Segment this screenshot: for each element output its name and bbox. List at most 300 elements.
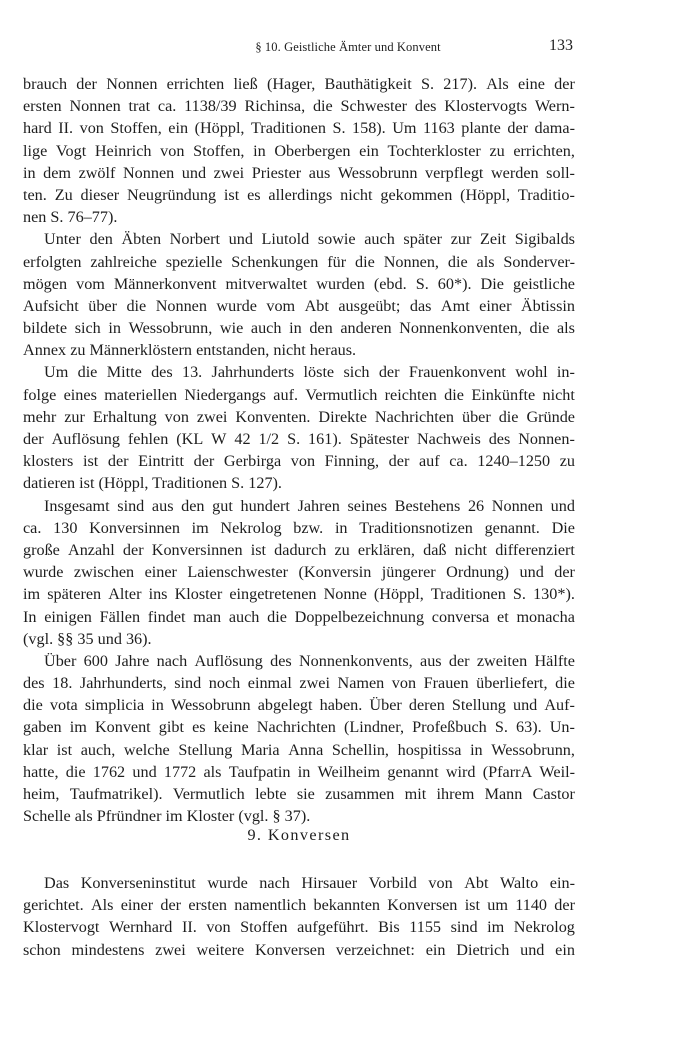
- word: verpflegt: [425, 163, 484, 182]
- text-line: [23, 295, 575, 317]
- body-text-block: [23, 73, 575, 827]
- word: Um: [392, 119, 417, 138]
- word: gibt: [158, 718, 184, 737]
- word: Taufpatin: [228, 762, 291, 781]
- word: in: [297, 762, 311, 781]
- word: heim,: [23, 785, 60, 803]
- word: Auf-: [544, 696, 575, 715]
- word: welche: [123, 740, 170, 759]
- text-line: [23, 472, 575, 494]
- word: (KL: [176, 430, 204, 448]
- word: der: [76, 75, 97, 93]
- word: bekannten: [313, 896, 380, 915]
- word: wurde: [23, 563, 64, 582]
- text-line: [23, 783, 575, 805]
- word: deren: [408, 696, 445, 715]
- word: auch,: [80, 740, 116, 759]
- word: 63).: [516, 718, 542, 737]
- word: Frauen: [423, 674, 469, 693]
- word: II.: [181, 918, 197, 937]
- word: Castor: [532, 785, 575, 803]
- word: Nonnen: [106, 75, 158, 93]
- word: und: [228, 230, 253, 249]
- word: noch: [208, 674, 241, 693]
- line-text: Annex zu Männerklöstern entstanden, nicht heraus.: [23, 341, 357, 360]
- word: Die: [480, 274, 504, 293]
- word: Klostervogt: [23, 918, 100, 937]
- word: des: [151, 363, 173, 382]
- word: (Höppl,: [460, 185, 511, 204]
- text-line: [23, 650, 575, 672]
- word: im: [23, 585, 41, 604]
- word: nicht: [454, 540, 488, 559]
- word: auch: [228, 607, 260, 626]
- word: dieser: [80, 185, 120, 204]
- text-line: [23, 117, 575, 139]
- word: Mitte: [106, 363, 142, 382]
- word: von: [160, 141, 185, 160]
- word: wohl: [515, 363, 548, 382]
- word: große: [23, 540, 60, 559]
- word: Anzahl: [68, 540, 115, 559]
- word: plante: [461, 119, 501, 138]
- word: zwischen: [73, 563, 135, 582]
- word: Traditionsnotizen: [359, 518, 473, 537]
- word: der: [23, 430, 44, 448]
- word: Wernhard: [108, 918, 173, 937]
- word: Vermutlich: [172, 785, 245, 803]
- word: der: [554, 75, 575, 93]
- word: die: [267, 607, 287, 626]
- word: verzeichnet:: [335, 940, 415, 959]
- word: anderen: [340, 319, 392, 338]
- word: Unter: [44, 230, 81, 249]
- word: sind: [117, 496, 145, 515]
- word: Wessobrunn: [337, 163, 418, 182]
- word: des: [270, 651, 292, 670]
- word: und: [550, 496, 575, 515]
- word: ist: [250, 540, 267, 559]
- word: Nonnen,: [383, 252, 439, 271]
- line-text: datieren ist (Höppl, Traditionen S. 127).: [23, 474, 282, 493]
- word: zwölf: [78, 163, 116, 182]
- word: sich: [343, 363, 370, 382]
- word: Fällen: [99, 607, 141, 626]
- word: zwei: [213, 163, 245, 182]
- word: und: [520, 940, 545, 959]
- word: den: [89, 230, 113, 249]
- word: ersten: [188, 896, 227, 915]
- word: monacha: [516, 607, 575, 626]
- text-line: [23, 739, 575, 761]
- word: (PfarrA: [482, 762, 533, 781]
- word: Mann: [484, 785, 523, 803]
- word: der: [122, 540, 144, 559]
- word: des: [488, 430, 511, 448]
- word: einmal: [247, 674, 292, 693]
- word: spezielle: [165, 252, 223, 271]
- word: Vogt: [55, 141, 87, 160]
- word: Namen: [337, 674, 385, 693]
- word: die: [77, 363, 98, 382]
- word: 1240–1250: [477, 452, 551, 471]
- word: der: [388, 452, 410, 471]
- word: bzw.: [293, 518, 324, 537]
- word: keine: [213, 718, 249, 737]
- word: Traditionen: [250, 119, 326, 138]
- word: Nonnenkonventen,: [399, 319, 522, 338]
- word: Konversen: [387, 896, 458, 915]
- word: ein: [359, 141, 379, 160]
- word: Neugründung: [127, 185, 217, 204]
- word: löste: [303, 363, 335, 382]
- word: um: [487, 896, 508, 915]
- word: bildete: [23, 319, 68, 338]
- word: Erhaltung: [92, 407, 157, 426]
- page-number: 133: [549, 37, 573, 54]
- word: als: [203, 762, 222, 781]
- word: Traditio-: [517, 185, 575, 204]
- word: Direkte: [318, 407, 367, 426]
- word: Die: [551, 518, 575, 537]
- word: Anna: [288, 740, 324, 759]
- word: Priester: [251, 163, 302, 182]
- word: den: [181, 496, 205, 515]
- word: wurden: [316, 274, 365, 293]
- word: geistliche: [512, 274, 575, 293]
- word: mitverwaltet: [225, 274, 308, 293]
- word: Konversinnen: [89, 518, 180, 537]
- word: Auflösung: [194, 651, 263, 670]
- word: nicht: [542, 385, 575, 404]
- word: genannt.: [484, 518, 540, 537]
- word: Wessobrunn,: [128, 319, 213, 338]
- word: S.: [332, 119, 346, 138]
- word: der: [554, 563, 575, 582]
- word: 42: [234, 430, 251, 448]
- word: eingetretenen: [229, 585, 317, 604]
- text-line: [23, 916, 575, 938]
- word: Aufsicht: [23, 296, 79, 315]
- word: seines: [347, 496, 388, 515]
- word: Nonnen: [69, 97, 121, 116]
- word: 1772: [163, 762, 197, 781]
- word: Alter: [108, 585, 142, 604]
- word: auch: [250, 319, 282, 338]
- word: 1155: [409, 918, 442, 937]
- word: lebte: [255, 785, 287, 803]
- word: (Höppl,: [373, 585, 424, 604]
- section-heading: 9. Konversen: [247, 826, 351, 844]
- word: der: [507, 119, 529, 138]
- word: Liutold: [261, 230, 310, 249]
- word: Jahre: [115, 651, 150, 670]
- word: Hälfte: [534, 651, 575, 670]
- text-line: [23, 162, 575, 184]
- text-line: [23, 606, 575, 628]
- word: Auflösung: [51, 430, 120, 448]
- word: ca.: [23, 518, 42, 537]
- word: und: [512, 696, 538, 715]
- text-line: [23, 317, 575, 339]
- word: Richinsa,: [244, 97, 306, 116]
- word: Einkünfte: [471, 385, 536, 404]
- word: Männerkonvent: [113, 274, 217, 293]
- word: Bis: [378, 918, 400, 937]
- word: Vermutlich: [305, 385, 378, 404]
- word: gekommen: [380, 185, 453, 204]
- text-line: [23, 805, 575, 827]
- word: abgelegt: [257, 696, 313, 715]
- word: Nonnen: [491, 496, 544, 515]
- word: aus: [151, 496, 174, 515]
- word: Nachweis: [416, 430, 481, 448]
- word: im: [191, 518, 209, 537]
- word: Bauthätigkeit: [324, 75, 412, 93]
- word: auch: [364, 230, 395, 249]
- word: aus: [420, 651, 442, 670]
- text-line: [23, 384, 575, 406]
- word: in: [470, 740, 483, 759]
- word: weitere: [196, 940, 245, 959]
- word: errichten,: [513, 141, 575, 160]
- word: Nonnen-: [518, 430, 575, 448]
- word: 60*).: [437, 274, 472, 293]
- word: wie: [219, 319, 244, 338]
- word: erklären,: [357, 540, 415, 559]
- word: ist: [464, 896, 480, 915]
- word: 1163: [423, 119, 455, 138]
- word: von: [206, 918, 231, 937]
- word: Über: [44, 651, 77, 670]
- word: mehr: [23, 407, 57, 426]
- word: vota: [49, 696, 78, 715]
- word: in: [23, 163, 36, 182]
- text-line: [23, 672, 575, 694]
- word: es: [192, 718, 206, 737]
- word: Nekrolog: [513, 918, 575, 937]
- word: hospitissa: [397, 740, 462, 759]
- word: sind: [450, 918, 478, 937]
- word: später: [403, 230, 443, 249]
- word: Eintritt: [138, 452, 185, 471]
- line-text: nen S. 76–77).: [23, 208, 118, 227]
- text-line: [23, 583, 575, 605]
- word: Niedergangs: [184, 385, 266, 404]
- word: der: [448, 651, 470, 670]
- word: zwei: [196, 407, 228, 426]
- text-line: [23, 939, 575, 961]
- word: 217).: [443, 75, 477, 93]
- word: 161).: [308, 430, 342, 448]
- word: dem: [43, 163, 72, 182]
- word: zweiten: [476, 651, 528, 670]
- word: ca.: [449, 452, 468, 471]
- word: die: [447, 252, 468, 271]
- word: Als: [90, 896, 114, 915]
- word: Sonderver-: [503, 252, 575, 271]
- word: Nonne: [323, 585, 367, 604]
- word: späteren: [47, 585, 102, 604]
- word: Laienschwester: [187, 563, 289, 582]
- word: Vorbild: [368, 874, 417, 892]
- word: die: [529, 319, 550, 338]
- word: im: [69, 718, 87, 737]
- word: Profeßbuch: [412, 718, 487, 737]
- text-line: [23, 517, 575, 539]
- text-line: [23, 73, 575, 95]
- word: ins: [148, 585, 168, 604]
- word: ausgeübt;: [338, 296, 401, 315]
- word: 18.: [52, 674, 73, 693]
- word: (Konversin: [298, 563, 372, 582]
- word: klar: [23, 740, 49, 759]
- word: Nonnen: [122, 163, 175, 182]
- word: Sigibalds: [514, 230, 575, 249]
- word: gaben: [23, 718, 62, 737]
- word: (ebd.: [373, 274, 407, 293]
- word: daß: [423, 540, 447, 559]
- word: dadurch: [274, 540, 327, 559]
- word: Kloster: [174, 585, 223, 604]
- word: in-: [556, 363, 575, 382]
- word: in: [253, 141, 266, 160]
- word: (Lindner,: [344, 718, 405, 737]
- word: ließ: [233, 75, 258, 93]
- text-line: [23, 206, 575, 228]
- word: ein: [425, 940, 446, 959]
- word: reichten: [384, 385, 437, 404]
- word: mit: [404, 785, 427, 803]
- word: trat: [128, 97, 151, 116]
- word: die: [23, 696, 43, 715]
- text-line: [23, 95, 575, 117]
- word: jüngerer: [381, 563, 436, 582]
- word: Dietrich: [456, 940, 510, 959]
- word: Hirsauer: [301, 874, 358, 892]
- word: ein: [168, 119, 189, 138]
- word: eine: [517, 75, 545, 93]
- word: nach: [259, 874, 290, 892]
- word: hatte,: [23, 762, 59, 781]
- word: von: [391, 674, 417, 693]
- word: über: [88, 296, 117, 315]
- word: Weil-: [539, 762, 575, 781]
- word: hundert: [240, 496, 290, 515]
- word: man: [193, 607, 222, 626]
- word: einer: [144, 563, 177, 582]
- text-line: [23, 694, 575, 716]
- word: ist: [56, 740, 73, 759]
- word: ihrem: [436, 785, 475, 803]
- word: der: [378, 363, 400, 382]
- word: das: [409, 296, 432, 315]
- word: Jahren: [297, 496, 340, 515]
- word: einer: [479, 296, 512, 315]
- word: sich: [74, 319, 101, 338]
- word: eines: [63, 385, 97, 404]
- word: simplicia: [84, 696, 145, 715]
- word: den: [309, 319, 333, 338]
- word: sowie: [317, 230, 356, 249]
- word: ist: [82, 452, 99, 471]
- text-line: [23, 428, 575, 450]
- word: die: [126, 296, 147, 315]
- text-line: [23, 561, 575, 583]
- word: Klostervogts: [444, 97, 528, 116]
- word: 13.: [181, 363, 203, 382]
- word: Wern-: [534, 97, 575, 116]
- word: Stoffen,: [110, 119, 162, 138]
- word: Konversinnen: [151, 540, 243, 559]
- text-line: [23, 761, 575, 783]
- word: soll-: [546, 163, 575, 182]
- word: Stoffen,: [193, 141, 245, 160]
- word: auf: [418, 452, 440, 471]
- word: vom: [266, 296, 296, 315]
- word: W: [211, 430, 227, 448]
- word: von: [164, 407, 189, 426]
- word: Spätester: [349, 430, 410, 448]
- word: S.: [494, 718, 508, 737]
- word: 1/2: [258, 430, 280, 448]
- word: ein: [555, 940, 575, 959]
- word: (Höppl,: [194, 119, 245, 138]
- text-line: [23, 339, 575, 361]
- word: Konvent: [94, 718, 151, 737]
- word: haben.: [319, 696, 363, 715]
- word: Schellin,: [331, 740, 389, 759]
- word: Jahrhunderts,: [79, 674, 167, 693]
- word: Gerbirga: [223, 452, 282, 471]
- text-line: [23, 273, 575, 295]
- word: Konventen.: [235, 407, 311, 426]
- word: in: [151, 696, 164, 715]
- word: Konversen: [254, 940, 326, 959]
- word: die: [312, 97, 333, 116]
- word: Als: [486, 75, 509, 93]
- word: Abt: [464, 874, 489, 892]
- word: und: [519, 563, 544, 582]
- word: folge: [23, 385, 57, 404]
- word: nicht: [340, 185, 373, 204]
- word: einigen: [44, 607, 92, 626]
- word: der: [193, 452, 215, 471]
- word: lige: [23, 141, 48, 160]
- word: Das: [44, 874, 70, 892]
- word: Taufmatrikel).: [69, 785, 163, 803]
- word: und: [181, 163, 207, 182]
- word: 130*).: [533, 585, 575, 604]
- word: In: [23, 607, 37, 626]
- word: zu: [489, 141, 505, 160]
- word: Heinrich: [94, 141, 152, 160]
- word: Äbtissin: [520, 296, 575, 315]
- line-text: (vgl. §§ 35 und 36).: [23, 629, 152, 648]
- word: Nonnenkonvents,: [298, 651, 413, 670]
- word: 600: [83, 651, 108, 670]
- word: Äbten: [121, 230, 162, 249]
- word: zu: [559, 452, 575, 471]
- word: conversa: [431, 607, 490, 626]
- text-line: [23, 361, 575, 383]
- word: Weilheim: [317, 762, 381, 781]
- word: S.: [415, 274, 429, 293]
- text-line: [23, 539, 575, 561]
- text-line: [23, 716, 575, 738]
- word: als: [556, 319, 575, 338]
- word: et: [497, 607, 509, 626]
